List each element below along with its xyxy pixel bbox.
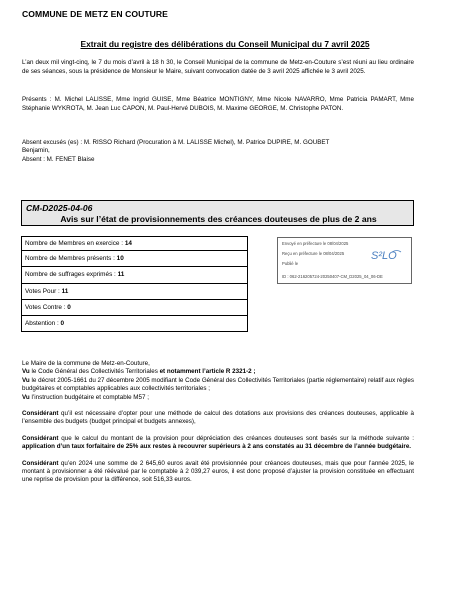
vu-decret: Vu le décret 2005-1661 du 27 décembre 2005 modifiant le Code Général des Collectivités Territoriales (partie réglementaire) relatif aux règles budgétaires et comptables applicables aux collectivités territoriales ; [22,376,414,393]
maire-line: Le Maire de la commune de Metz-en-Couture, [22,360,150,367]
table-row [22,267,248,283]
absents-excuses-line: Absent excusés (es) : M. RISSO Richard (Procuration à M. LALISSE Michel), M. Patrice DUPIRE, M. GOUBET [22,139,330,146]
considerant-montant: Considérant qu’en 2024 une somme de 2 645,60 euros avait été provisionnée pour créances douteuses, mais que pour l’année 2025, le montant à provisionner a été réévalué par le comptable à 2 039,27 euros, il est donc proposé d’ajuster la provision constituée en effectuant une reprise de provision pour la différence, soit 516,33 euros. [22,459,414,484]
deliberation-body [22,360,414,485]
table-row [22,316,248,332]
stamp-received-line: Reçu en préfecture le 08/04/2025 [282,251,345,256]
presents-paragraph: Présents : M. Michel LALISSE, Mme Ingrid GUISE, Mme Béatrice MONTIGNY, Mme Nicole NAVARRO, Mme Patricia PAMART, Mme Stéphanie WYKROTA, M. Jean Luc CAPON, M. Paul-Hervé DUBOIS, M. Maxime GEORGE, M. Christophe PATON. [22,96,414,112]
votes-for-cell: Votes Pour : 11 [22,283,248,299]
table-row [22,237,248,251]
table-row [22,299,248,315]
table-row [22,251,248,267]
considerant-methode: Considérant qu’il est nécessaire d’opter pour une méthode de calcul des dotations aux provisions des créances douteuses, applicable à l’ensemble des budgets (budget principal et budgets annexes), [22,410,414,426]
table-row [22,283,248,299]
register-extract-title: Extrait du registre des délibérations du Conseil Municipal du 7 avril 2025 [80,39,370,49]
prefecture-stamp [277,237,412,284]
votes-against-cell: Votes Contre : 0 [22,299,248,315]
stamp-id-line: ID : 062-216205724-20250407-CM_D2025_04_06-DE [282,274,383,279]
intro-paragraph: L’an deux mil vingt-cinq, le 7 du mois d’avril à 18 h 30, le Conseil Municipal de la commune de Metz-en-Couture s’est réuni au lieu ordinaire de ses séances, sous la présidence de Monsieur le Maire, suivant convocation datée de 3 avril 2025 affichée le 3 avril 2025. [22,59,414,75]
commune-name: COMMUNE DE METZ EN COUTURE [22,9,168,19]
vu-m57: Vu l’instruction budgétaire et comptable M57 ; [22,393,149,401]
stamp-published-line: Publié le [282,261,299,266]
members-in-office-cell: Nombre de Membres en exercice : 14 [22,237,248,251]
absent-line: Absent : M. FENET Blaise [22,155,95,163]
deliberation-title: Avis sur l’état de provisionnements des créances douteuses de plus de 2 ans [60,213,377,224]
abstention-cell: Abstention : 0 [22,316,248,332]
absents-excuses-continuation: Benjamin, [22,147,50,155]
vote-table [21,236,248,332]
svg-text:S²LO: S²LO [371,250,397,262]
members-present-cell: Nombre de Membres présents : 10 [22,251,248,267]
deliberation-code: CM-D2025-04-06 [26,202,93,213]
deliberation-header-box [21,200,414,226]
absents-block [22,139,414,164]
votes-cast-cell: Nombre de suffrages exprimés : 11 [22,267,248,283]
considerant-calcul: Considérant que le calcul du montant de la provision pour dépréciation des créances douteuses sont basés sur la méthode suivante : application d’un taux forfaitaire de 25% aux restes à recouvrer supérieurs à 2 ans constatés au 31 décembre de l’année budgétaire. [22,434,414,451]
slo-logo [370,248,403,262]
vu-cgct: Vu le Code Général des Collectivités Territoriales et notamment l’article R 2321-2 ; [22,368,256,376]
stamp-sent-line: Envoyé en préfecture le 08/04/2025 [282,241,349,246]
